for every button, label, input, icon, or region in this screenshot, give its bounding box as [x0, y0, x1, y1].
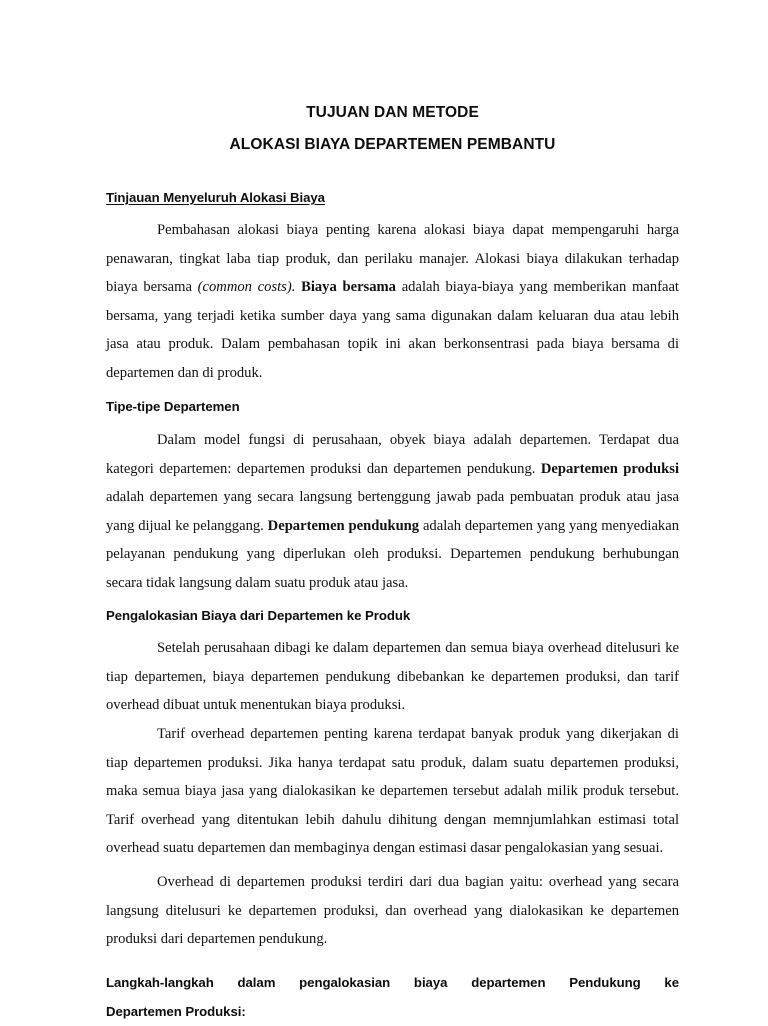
section-heading-tinjauan: Tinjauan Menyeluruh Alokasi Biaya — [106, 190, 325, 205]
paragraph-tinjauan — [106, 216, 679, 388]
paragraph-text-run: Pembahasan alokasi biaya penting karena alokasi biaya dapat mempengaruhi harga penawaran, tingkat laba tiap produk, dan perilaku manajer. Alokasi biaya dilakukan terhadap biaya bersama — [106, 222, 679, 296]
section-heading-langkah-langkah — [106, 968, 679, 1026]
paragraph-tipe-departemen — [106, 426, 679, 598]
section-heading-tipe-departemen: Tipe-tipe Departemen — [106, 399, 240, 414]
heading-line-1: Langkah-langkah dalam pengalokasian biaya departemen Pendukung ke — [106, 975, 679, 990]
section-heading-pengalokasian: Pengalokasian Biaya dari Departemen ke Produk — [106, 608, 411, 623]
paragraph-text-run: adalah biaya-biaya yang memberikan manfaat bersama, yang terjadi ketika sumber daya yang sama digunakan dalam keluaran dua atau lebih jasa atau produk. Dalam pembahasan topik ini akan berkonsentrasi pada biaya bersama di departemen dan di produk. — [106, 279, 679, 381]
heading-line-2: Departemen Produksi: — [106, 1004, 246, 1019]
paragraph-text-run: Dalam model fungsi di perusahaan, obyek biaya adalah departemen. Terdapat dua kategori departemen: departemen produksi dan departemen pendukung. — [106, 432, 679, 477]
document-title-line-2: ALOKASI BIAYA DEPARTEMEN PEMBANTU — [229, 136, 556, 153]
paragraph-text-run: adalah departemen yang yang menyediakan pelayanan pendukung yang diperlukan oleh produksi. Departemen pendukung berhubungan secara tidak langsung dalam suatu produk atau jasa. — [106, 517, 680, 591]
paragraph-bold-run: Departemen produksi — [540, 460, 679, 477]
paragraph-bold-run: Biaya bersama — [301, 279, 396, 296]
page-content-area — [106, 0, 679, 1024]
paragraph-bold-run: Departemen pendukung — [267, 517, 420, 534]
paragraph-overhead-produksi: Overhead di departemen produksi terdiri dari dua bagian yaitu: overhead yang secara langsung ditelusuri ke departemen produksi, dan overhead yang dialokasikan ke departemen produksi dari departemen pendukung. — [106, 874, 679, 948]
document-title-line-1: TUJUAN DAN METODE — [306, 104, 479, 121]
paragraph-pengalokasian-1: Setelah perusahaan dibagi ke dalam departemen dan semua biaya overhead ditelusuri ke tiap departemen, biaya departemen pendukung dibebankan ke departemen produksi, dan tarif overhead dibuat untuk menentukan biaya produksi. — [106, 640, 679, 714]
paragraph-italic-run: (common costs). — [197, 279, 296, 296]
paragraph-pengalokasian-2: Tarif overhead departemen penting karena terdapat banyak produk yang dikerjakan di tiap departemen produksi. Jika hanya terdapat satu produk, dalam suatu departemen produksi, maka semua biaya jasa yang dialokasikan ke departemen tersebut adalah milik produk tersebut. Tarif overhead yang ditentukan lebih dahulu dihitung dengan memnjumlahkan estimasi total overhead suatu departemen dan membaginya dengan estimasi dasar pengalokasian yang sesuai. — [106, 726, 679, 857]
paragraph-text-run: adalah departemen yang secara langsung bertenggung jawab pada pembuatan produk atau jasa yang dijual ke pelanggang. — [106, 489, 679, 534]
